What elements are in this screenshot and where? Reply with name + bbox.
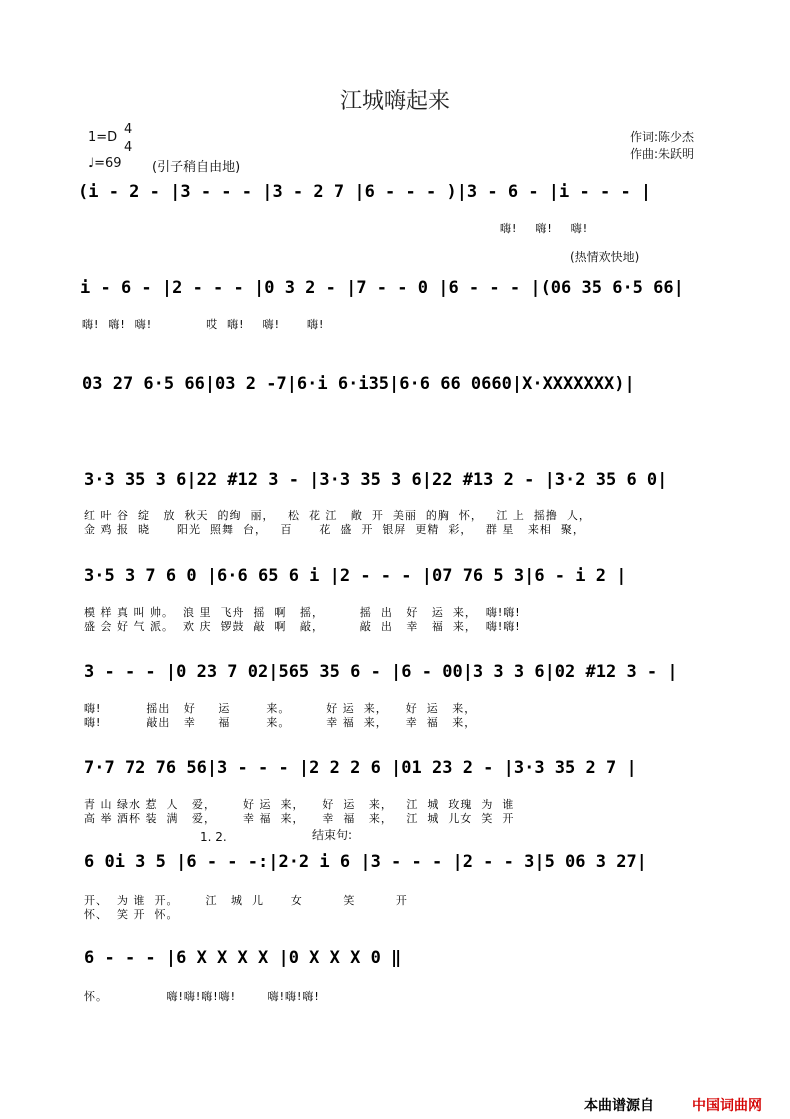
notation-line-9: 6 - - - |6 X X X X |0 X X X 0 ‖	[84, 948, 402, 968]
notation-line-5: 3·5 3 7 6 0 |6·6 65 6 i |2 - - - |07 76 5 3|6 - i 2 |	[84, 566, 627, 586]
composer-credit: 作曲:朱跃明	[630, 147, 695, 161]
lyric-row-1: 嗨! 嗨! 嗨!	[500, 222, 589, 235]
notation-line-1: (i - 2 - |3 - - - |3 - 2 7 |6 - - - )|3 - 6 - |i - - - |	[78, 182, 652, 202]
lyric-row-5: 模 样 真 叫 帅。 浪 里 飞舟 摇 啊 摇， 摇 出 好 运 来， 嗨!嗨!	[84, 606, 521, 619]
lyric-row-3: 红 叶 谷 绽 放 秋天 的绚 丽， 松 花 江 敞 开 美丽 的胸 怀， 江 上 摇撸 人，	[84, 509, 591, 522]
lyric-row-2: 嗨! 嗨! 嗨! 哎 嗨! 嗨! 嗨!	[82, 318, 325, 331]
lyric-row-13: 怀。 嗨!嗨!嗨!嗨! 嗨!嗨!嗨!	[84, 990, 320, 1003]
footer-source: 本曲谱源自	[584, 1098, 654, 1114]
lyricist-credit: 作词:陈少杰	[630, 130, 695, 144]
lyric-row-6: 盛 会 好 气 派。 欢 庆 锣鼓 敲 啊 敲， 敲 出 幸 福 来， 嗨!嗨!	[84, 620, 521, 633]
lyric-row-12: 怀、 笑 开 怀。	[84, 908, 179, 921]
lyric-row-7: 嗨! 摇出 好 运 来。 好 运 来， 好 运 来，	[84, 702, 477, 715]
lyric-row-9: 青 山 绿水 惹 人 爱， 好 运 来， 好 运 来， 江 城 玫瑰 为 谁	[84, 798, 515, 811]
lyric-row-11: 开、 为 谁 开。 江 城 儿 女 笑 开	[84, 894, 408, 907]
notation-line-7: 7·7 72 76 56|3 - - - |2 2 2 6 |01 23 2 - |3·3 35 2 7 |	[84, 758, 637, 778]
lyric-row-4: 金 鸡 报 晓 阳光 照舞 台， 百 花 盛 开 银屏 更精 彩， 群 星 来相 聚，	[84, 523, 585, 536]
notation-line-4: 3·3 35 3 6|22 #12 3 - |3·3 35 3 6|22 #13 2 - |3·2 35 6 0|	[84, 470, 668, 490]
lyric-row-8: 嗨! 敲出 幸 福 来。 幸 福 来， 幸 福 来，	[84, 716, 477, 729]
volta-bracket: 1. 2.	[200, 830, 227, 844]
key-signature: 1=D	[88, 130, 118, 145]
expression-mark: (热情欢快地)	[570, 250, 640, 264]
song-title: 江城嗨起来	[339, 89, 450, 114]
ending-label: 结束句:	[312, 828, 353, 842]
intro-note: (引子稍自由地)	[152, 160, 241, 175]
notation-line-2: i - 6 - |2 - - - |0 3 2 - |7 - - 0 |6 - - - |(06 35 6·5 66|	[80, 278, 684, 298]
lyric-row-10: 高 举 酒杯 装 满 爱， 幸 福 来， 幸 福 来， 江 城 儿女 笑 开	[84, 812, 515, 825]
notation-line-8: 6 0i 3 5 |6 - - -:|2·2 i 6 |3 - - - |2 - - 3|5 06 3 27|	[84, 852, 647, 872]
notation-line-3: 03 27 6·5 66|03 2 -7|6·i 6·i35|6·6 66 0660|X·XXXXXXX)|	[82, 374, 635, 394]
time-signature-top: 4	[124, 122, 133, 137]
time-signature-bottom: 4	[124, 140, 133, 155]
notation-line-6: 3 - - - |0 23 7 02|565 35 6 - |6 - 00|3 3 3 6|02 #12 3 - |	[84, 662, 678, 682]
footer-site-link[interactable]: 中国词曲网	[692, 1098, 762, 1114]
tempo-marking: ♩=69	[88, 156, 122, 171]
